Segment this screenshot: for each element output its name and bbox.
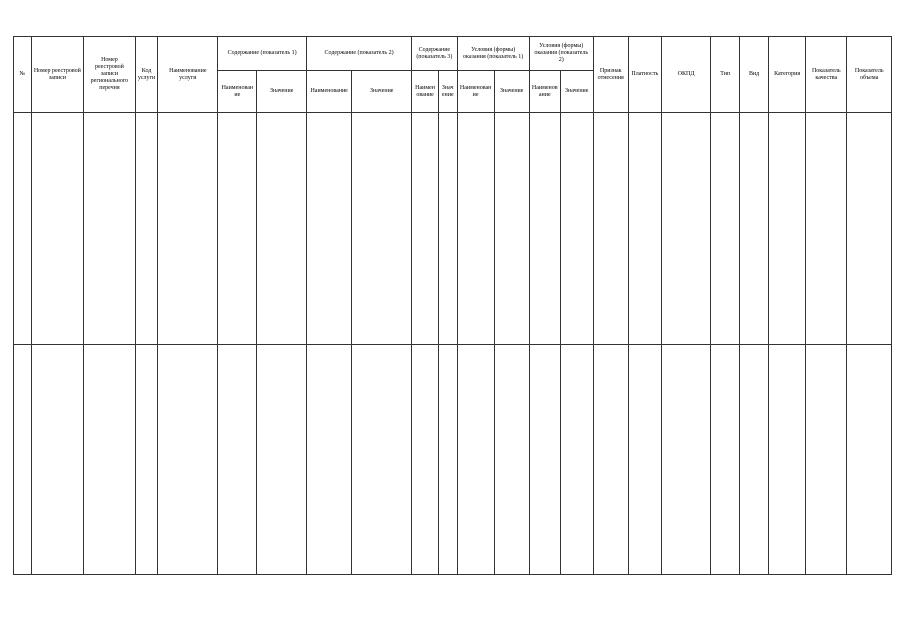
registry-table <box>13 36 892 575</box>
header-conditions-2: Условия (формы) оказания (показатель 2) <box>529 37 593 71</box>
table-row <box>14 345 892 575</box>
subheader-name: Наименование <box>306 71 351 113</box>
subheader-value: Значение <box>352 71 412 113</box>
header-content-2: Содержание (показатель 2) <box>306 37 411 71</box>
cell-content-1-value <box>257 113 307 345</box>
cell-content-1-name <box>218 113 257 345</box>
table-row <box>14 113 892 345</box>
header-reg-no: Номер реестровой записи <box>31 37 84 113</box>
cell-conditions-2-name <box>529 345 560 575</box>
cell-vid <box>740 345 769 575</box>
cell-content-2-name <box>306 345 351 575</box>
cell-content-1-name <box>218 345 257 575</box>
cell-priznak <box>593 113 628 345</box>
subheader-name: Наименование <box>457 71 494 113</box>
cell-name <box>158 345 218 575</box>
cell-conditions-1-name <box>457 345 494 575</box>
subheader-name: Наименование <box>529 71 560 113</box>
cell-okpd <box>661 113 711 345</box>
cell-content-3-name <box>412 113 439 345</box>
cell-vid <box>740 113 769 345</box>
subheader-name: Наименование <box>412 71 439 113</box>
cell-conditions-2-value <box>560 345 593 575</box>
subheader-value: Значение <box>257 71 307 113</box>
cell-obem <box>847 345 892 575</box>
header-obem: Показатель объема <box>847 37 892 113</box>
cell-priznak <box>593 345 628 575</box>
cell-kachestvo <box>806 345 847 575</box>
header-platnost: Платность <box>628 37 661 113</box>
header-reg-no-regional: Номер реестровой записи регионального перечня <box>84 37 136 113</box>
cell-platnost <box>628 113 661 345</box>
cell-content-3-value <box>438 113 457 345</box>
header-tip: Тип <box>711 37 740 113</box>
cell-kachestvo <box>806 113 847 345</box>
cell-content-1-value <box>257 345 307 575</box>
cell-okpd <box>661 345 711 575</box>
cell-code <box>135 345 158 575</box>
cell-reg-no-regional <box>84 113 136 345</box>
cell-content-2-name <box>306 113 351 345</box>
header-conditions-1: Условия (формы) оказания (показатель 1) <box>457 37 529 71</box>
cell-conditions-1-value <box>494 113 529 345</box>
cell-number <box>14 113 32 345</box>
cell-name <box>158 113 218 345</box>
header-code: Код услуги <box>135 37 158 113</box>
subheader-value: Значение <box>560 71 593 113</box>
cell-content-3-name <box>412 345 439 575</box>
subheader-name: Наименование <box>218 71 257 113</box>
cell-conditions-2-value <box>560 113 593 345</box>
header-okpd: ОКПД <box>661 37 711 113</box>
cell-platnost <box>628 345 661 575</box>
cell-content-2-value <box>352 113 412 345</box>
cell-kategoriya <box>769 113 806 345</box>
cell-content-2-value <box>352 345 412 575</box>
subheader-value: Значение <box>494 71 529 113</box>
header-number: № <box>14 37 32 113</box>
header-kachestvo: Показатель качества <box>806 37 847 113</box>
cell-conditions-1-value <box>494 345 529 575</box>
cell-code <box>135 113 158 345</box>
cell-conditions-1-name <box>457 113 494 345</box>
header-name: Наименование услуги <box>158 37 218 113</box>
header-vid: Вид <box>740 37 769 113</box>
cell-tip <box>711 345 740 575</box>
cell-reg-no <box>31 345 84 575</box>
cell-tip <box>711 113 740 345</box>
cell-content-3-value <box>438 345 457 575</box>
header-kategoriya: Категория <box>769 37 806 113</box>
subheader-value: Значение <box>438 71 457 113</box>
cell-number <box>14 345 32 575</box>
header-priznak: Признак отнесения <box>593 37 628 113</box>
cell-kategoriya <box>769 345 806 575</box>
cell-obem <box>847 113 892 345</box>
header-content-3: Содержание (показатель 3) <box>412 37 457 71</box>
header-content-1: Содержание (показатель 1) <box>218 37 307 71</box>
cell-reg-no-regional <box>84 345 136 575</box>
cell-conditions-2-name <box>529 113 560 345</box>
cell-reg-no <box>31 113 84 345</box>
